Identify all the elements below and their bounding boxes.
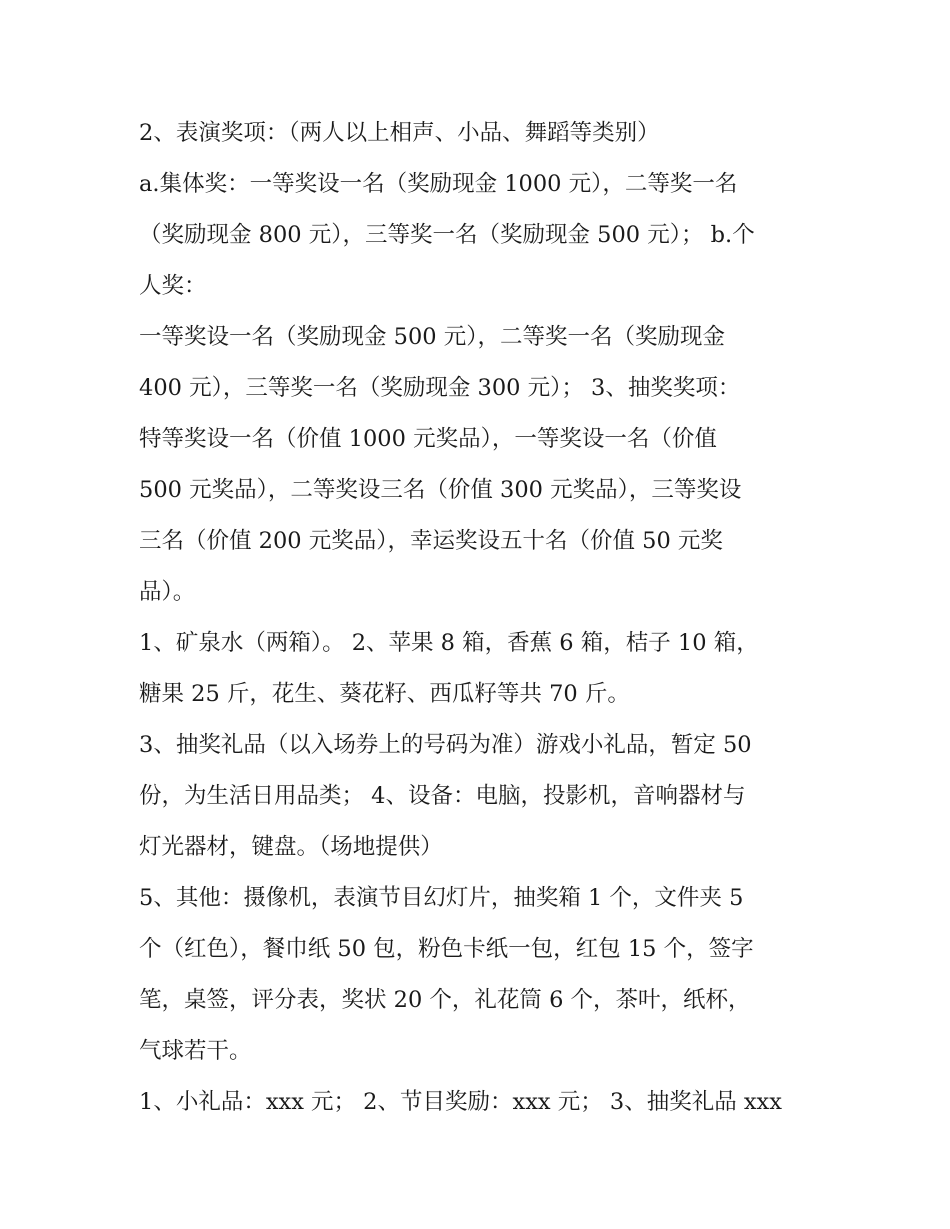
- text-line: 糖果 25 斤，花生、葵花籽、西瓜籽等共 70 斤。: [139, 681, 630, 707]
- text-line: 人奖：: [139, 273, 207, 299]
- text-line: 三名（价值 200 元奖品），幸运奖设五十名（价值 50 元奖: [139, 528, 723, 554]
- text-line: 特等奖设一名（价值 1000 元奖品），一等奖设一名（价值: [139, 426, 717, 452]
- text-line: 笔，桌签，评分表，奖状 20 个，礼花筒 6 个，茶叶，纸杯，: [139, 987, 751, 1013]
- text-line: 气球若干。: [139, 1038, 252, 1064]
- text-line: 400 元），三等奖一名（奖励现金 300 元）； 3、抽奖奖项：: [139, 375, 741, 401]
- text-line: 品）。: [139, 579, 196, 605]
- text-line: 一等奖设一名（奖励现金 500 元），二等奖一名（奖励现金: [139, 324, 726, 350]
- text-line: （奖励现金 800 元），三等奖一名（奖励现金 500 元）； b.个: [139, 222, 755, 248]
- text-line: 1、矿泉水（两箱）。 2、苹果 8 箱，香蕉 6 箱，桔子 10 箱，: [139, 630, 759, 656]
- text-line: 份，为生活日用品类； 4、设备：电脑，投影机，音响器材与: [139, 783, 746, 809]
- document-body: [139, 108, 819, 1128]
- text-line: 2、表演奖项：（两人以上相声、小品、舞蹈等类别）: [139, 120, 660, 146]
- text-line: 灯光器材，键盘。（场地提供）: [139, 834, 443, 860]
- text-line: 5、其他：摄像机，表演节目幻灯片，抽奖箱 1 个，文件夹 5: [139, 885, 744, 911]
- text-line: 3、抽奖礼品（以入场券上的号码为准）游戏小礼品，暂定 50: [139, 732, 752, 758]
- text-line: 500 元奖品），二等奖设三名（价值 300 元奖品），三等奖设: [139, 477, 742, 503]
- text-line: a.集体奖：一等奖设一名（奖励现金 1000 元），二等奖一名: [139, 171, 738, 197]
- text-line: 1、小礼品：xxx 元； 2、节目奖励：xxx 元； 3、抽奖礼品 xxx: [139, 1089, 782, 1115]
- text-line: 个（红色），餐巾纸 50 包，粉色卡纸一包，红包 15 个，签字: [139, 936, 754, 962]
